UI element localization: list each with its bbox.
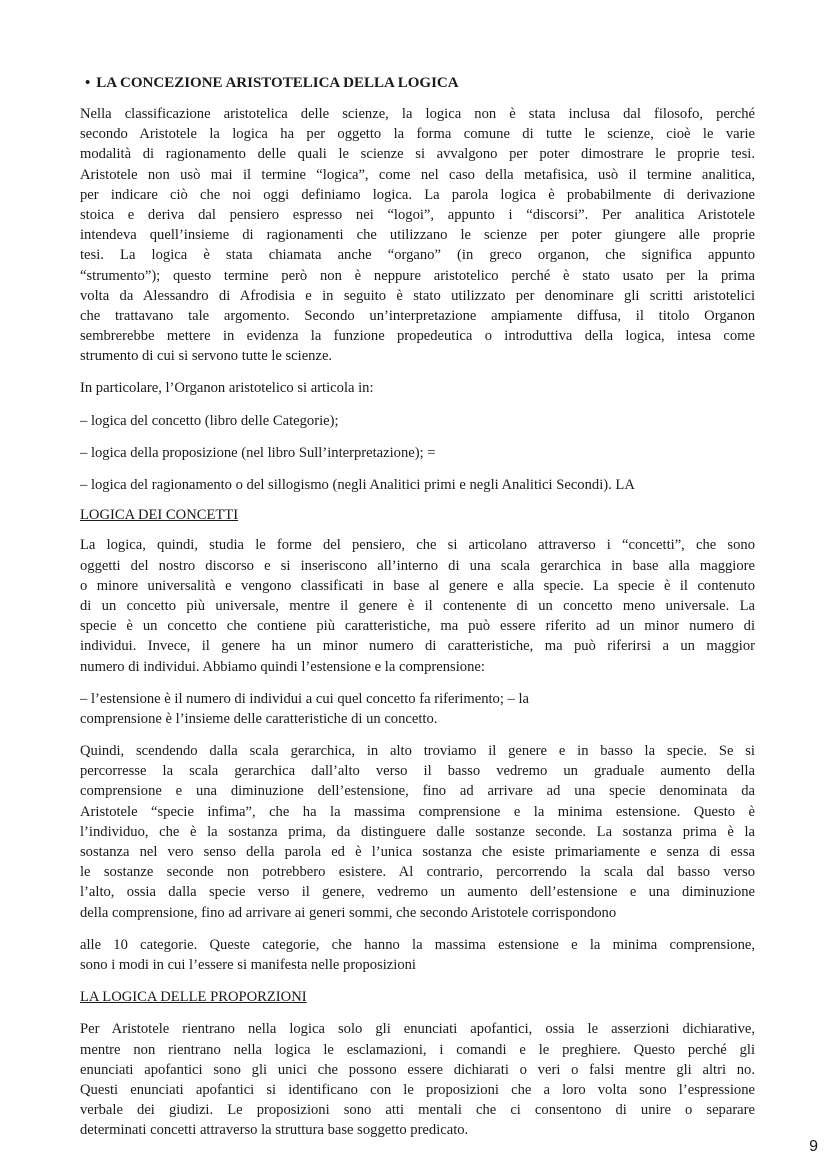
text-line: di un concetto più universale, mentre il genere è il contenente di un concetto meno universale. La: [80, 597, 755, 614]
paragraph-6: [80, 935, 755, 975]
text-line: l’individuo, che è la sostanza prima, da distinguere dalle sostanze seconde. La sostanza prima è la: [80, 823, 755, 840]
paragraph-5: [80, 741, 755, 923]
document-page: [80, 72, 755, 1140]
text-line: oggetti del nostro discorso e si inseriscono all’interno di una scala gerarchica in base alla maggiore: [80, 557, 755, 574]
text-line: specie è un concetto che contiene più caratteristiche, ma può essere riferito ad un minor numero di: [80, 618, 755, 635]
list-item: – logica del concetto (libro delle Categorie);: [80, 412, 339, 429]
text-line: verbale dei giudizi. Le proposizioni sono atti mentali che ci consentono di unire o separare: [80, 1102, 755, 1119]
text-line: Questi enunciati apofantici si identificano con le proposizioni che a loro volta sono l’espressione: [80, 1081, 755, 1098]
text-line: Nella classificazione aristotelica delle scienze, la logica non è stata inclusa dal filosofo, perché: [80, 106, 755, 122]
paragraph-4: [80, 689, 755, 729]
text-line: alle 10 categorie. Queste categorie, che hanno la massima estensione e la minima comprensione,: [80, 936, 755, 953]
text-line: della comprensione, fino ad arrivare ai generi sommi, che secondo Aristotele corrispondono: [80, 904, 617, 921]
text-line: l’alto, ossia dalla specie verso il genere, vedremo un aumento dell’estensione e una diminuzione: [80, 884, 755, 901]
text-line: sono i modi in cui l’essere si manifesta nelle proposizioni: [80, 956, 416, 973]
subheading-concetti: LOGICA DEI CONCETTI: [80, 507, 239, 524]
text-line: intendeva quell’insieme di ragionamenti che utilizzano le scienze per poter giungere alle proprie: [80, 227, 755, 244]
text-line: Aristotele non usò mai il termine “logica”, come nel caso della metafisica, usò il termine analitica,: [80, 166, 755, 183]
text-line: secondo Aristotele la logica ha per oggetto la forma comune di tutte le scienze, cioè le varie: [80, 126, 755, 143]
text-line: sostanza nel vero senso della parola ed è l’unica sostanza che esiste primariamente e senza di essa: [80, 844, 755, 860]
text-line: comprensione è l’insieme delle caratteristiche di un concetto.: [80, 710, 438, 727]
text-line: Quindi, scendendo dalla scala gerarchica, in alto troviamo il genere e in basso la specie. Se si: [80, 743, 755, 760]
page-number: 9: [809, 1138, 818, 1155]
text-line: tesi. La logica è stata chiamata anche “organo” (in greco organon, che significa appunto: [80, 247, 755, 264]
paragraph-1: [80, 104, 755, 366]
text-line: strumento di cui si servono tutte le scienze.: [80, 348, 333, 365]
text-line: – l’estensione è il numero di individui a cui quel concetto fa riferimento; – la: [80, 690, 530, 707]
organon-list: [80, 411, 755, 496]
list-item: – logica della proposizione (nel libro Sull’interpretazione); =: [80, 444, 436, 461]
paragraph-3: [80, 535, 755, 676]
text-line: che trattavano tale argomento. Secondo un’interpretazione ampiamente diffusa, il titolo Organon: [80, 307, 755, 324]
subheading-proporzioni: LA LOGICA DELLE PROPORZIONI: [80, 989, 307, 1006]
text-line: o minore universalità e vengono classificati in base al genere e alla specie. La specie è il contenuto: [80, 577, 755, 594]
heading-text: LA CONCEZIONE ARISTOTELICA DELLA LOGICA: [96, 75, 459, 91]
section-heading: [85, 72, 755, 94]
text-line: modalità di ragionamento delle quali le scienze si avvalgono per poter dimostrare le proprie tesi.: [80, 146, 755, 163]
text-line: numero di individui. Abbiamo quindi l’estensione e la comprensione:: [80, 658, 485, 675]
text-line: volta da Alessandro di Afrodisia e in seguito è stato utilizzato per denominare gli scritti aristotelici: [80, 287, 755, 304]
text-line: sembrerebbe mettere in evidenza la funzione propedeutica o introduttiva della logica, intesa come: [80, 328, 755, 345]
text-line: Per Aristotele rientrano nella logica solo gli enunciati apofantici, ossia le asserzioni dichiarative,: [80, 1021, 755, 1038]
text-line: individui. Invece, il genere ha un minor numero di caratteristiche, ma può riferirsi a un maggior: [80, 638, 755, 655]
text-line: stoica e deriva dal pensiero espresso nei “logoi”, appunto i “discorsi”. Per analitica Aristotele: [80, 206, 755, 223]
text-line: La logica, quindi, studia le forme del pensiero, che si articolano attraverso i “concetti”, che sono: [80, 537, 755, 554]
list-item: – logica del ragionamento o del sillogismo (negli Analitici primi e negli Analitici Secondi). LA: [80, 477, 635, 493]
text-line: Aristotele “specie infima”, che ha la massima comprensione e la minima estensione. Questo è: [80, 803, 755, 820]
text-line: percorresse la scala gerarchica dall’alto verso il basso vedremo un graduale aumento della: [80, 763, 755, 780]
text-line: le sostanze seconde non potrebbero esistere. Al contrario, percorrendo la scala dal basso verso: [80, 864, 755, 881]
paragraph-2: In particolare, l’Organon aristotelico si articola in:: [80, 380, 374, 397]
text-line: comprensione e una diminuzione dell’estensione, fino ad arrivare ad una specie denominata da: [80, 783, 755, 800]
paragraph-7: [80, 1019, 755, 1140]
text-line: determinati concetti attraverso la struttura base soggetto predicato.: [80, 1122, 469, 1139]
bullet: •: [85, 75, 91, 91]
text-line: per indicare ciò che noi oggi definiamo logica. La parola logica è probabilmente di derivazione: [80, 186, 755, 203]
text-line: “strumento”); questo termine però non è neppure aristotelico perché è stato usato per la prima: [80, 267, 755, 284]
text-line: enunciati apofantici sono gli unici che possono essere dichiarati o veri o falsi mentre gli altri no.: [80, 1061, 755, 1078]
text-line: mentre non rientrano nella logica le esclamazioni, i comandi e le preghiere. Questo perché gli: [80, 1041, 755, 1058]
